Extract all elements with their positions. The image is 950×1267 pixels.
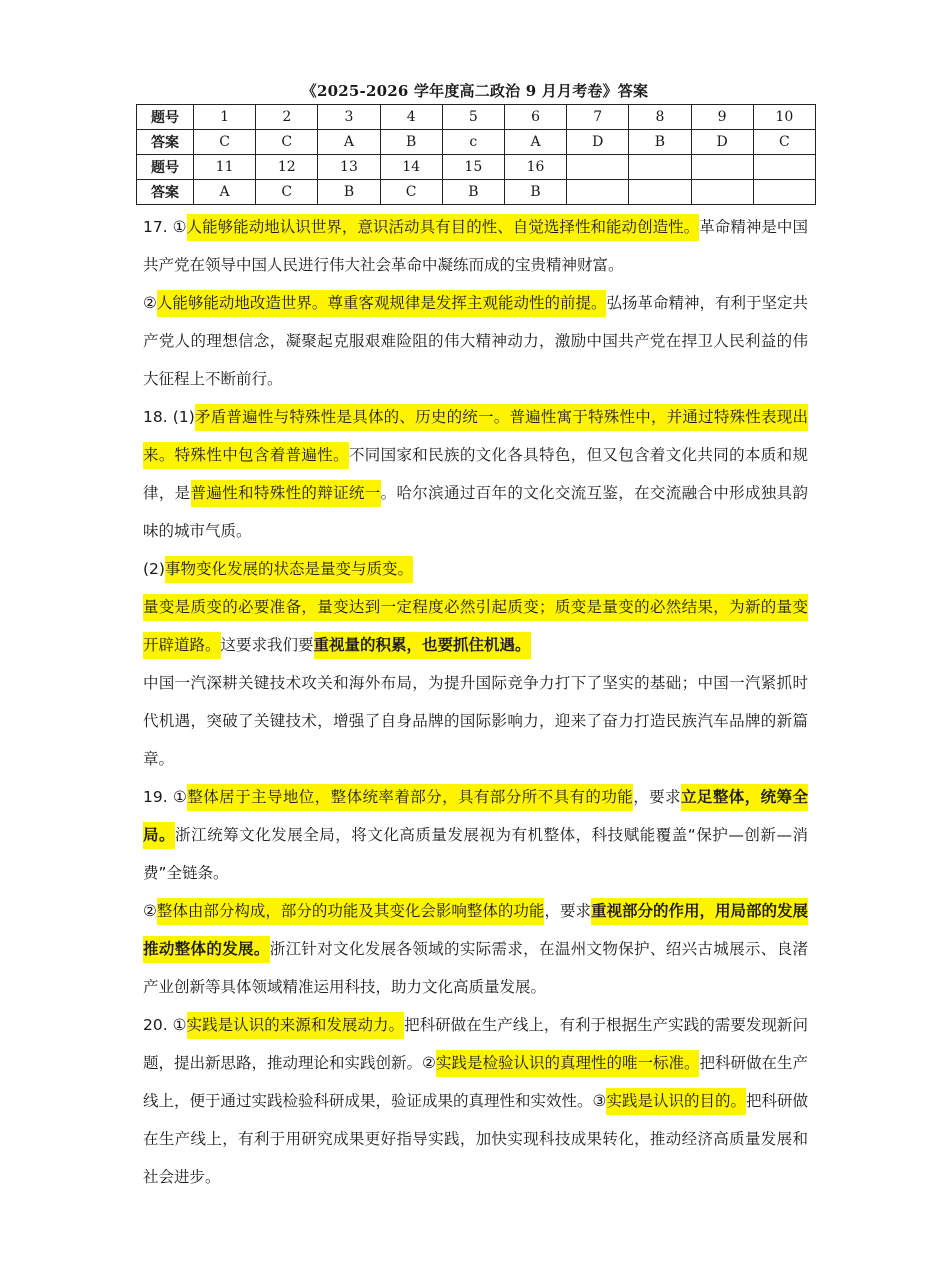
q19-point-1 [143,778,808,892]
table-cell [629,180,691,205]
table-cell: 8 [629,105,691,130]
table-cell: C [194,130,256,155]
explanation-text: 革命精神是中国共产党在领导中国人民进行伟大社会革命中凝练而成的宝贵精神财富。 [143,218,808,274]
table-cell: B [629,130,691,155]
q19-point-2 [143,892,808,1006]
table-cell: D [691,130,753,155]
highlighted-key-point: 整体由部分构成，部分的功能及其变化会影响整体的功能 [157,898,545,925]
point-marker: (2) [143,560,165,578]
table-cell [753,180,815,205]
table-cell: 7 [567,105,629,130]
row-label: 答案 [137,180,194,205]
highlighted-key-point: 人能够能动地改造世界。尊重客观规律是发挥主观能动性的前提。 [157,290,607,317]
highlighted-key-point: 实践是检验认识的真理性的唯一标准。 [436,1050,700,1077]
row-label: 题号 [137,105,194,130]
table-cell: C [753,130,815,155]
explanation-text: 把科研做在生产线上，有利于根据生产实践的需要发现新问题，提出新思路，推动理论和实践创新。② [143,1016,808,1072]
highlighted-key-point: 实践是认识的来源和发展动力。 [187,1012,405,1039]
table-cell: 9 [691,105,753,130]
question-number: 19. ① [143,788,188,806]
table-cell: B [318,180,380,205]
q18-part-2-example [143,664,808,778]
highlighted-key-point: 重视部分的作用，用局部的发展推动整体的发展。 [143,898,808,963]
table-cell [691,155,753,180]
table-cell: B [442,180,504,205]
table-cell: 11 [194,155,256,180]
table-cell: c [442,130,504,155]
table-cell [753,155,815,180]
answer-table [136,104,816,205]
table-cell: 4 [380,105,442,130]
highlighted-key-point: 人能够能动地认识世界，意识活动具有目的性、自觉选择性和能动创造性。 [187,214,700,241]
table-cell: 15 [442,155,504,180]
row-label: 答案 [137,130,194,155]
table-cell: A [194,180,256,205]
explanation-text: ，要求 [633,788,681,806]
explanation-text: 这要求我们要 [220,636,314,654]
table-cell: 5 [442,105,504,130]
table-row [137,105,816,130]
table-cell: 10 [753,105,815,130]
table-row [137,180,816,205]
explanation-text: 。哈尔滨通过百年的文化交流互鉴，在交流融合中形成独具韵味的城市气质。 [143,484,808,540]
point-marker: ② [143,902,157,920]
q20-answer [143,1006,808,1196]
table-cell: 14 [380,155,442,180]
table-cell [629,155,691,180]
explanation-text: 中国一汽深耕关键技术攻关和海外布局，为提升国际竞争力打下了坚实的基础；中国一汽紧抓时代机遇，突破了关键技术，增强了自身品牌的国际影响力，迎来了奋力打造民族汽车品牌的新篇章。 [143,674,808,768]
row-label: 题号 [137,155,194,180]
question-number: 20. ① [143,1016,187,1034]
highlighted-key-point: 整体居于主导地位，整体统率着部分，具有部分所不具有的功能 [187,784,633,811]
table-cell: B [504,180,566,205]
table-cell: 2 [256,105,318,130]
table-cell: 16 [504,155,566,180]
answer-explanations [143,208,808,1196]
highlighted-key-point: 事物变化发展的状态是量变与质变。 [165,556,413,583]
q18-part-2-principle [143,588,808,664]
table-cell: B [380,130,442,155]
table-cell: 3 [318,105,380,130]
highlighted-key-point: 实践是认识的目的。 [606,1088,746,1115]
highlighted-key-point: 重视量的积累，也要抓住机遇。 [314,632,531,659]
table-cell: C [380,180,442,205]
table-cell: 13 [318,155,380,180]
explanation-text: 不同国家和民族的文化各具特色，但又包含着文化共同的本质和规律，是 [143,446,808,502]
table-row [137,155,816,180]
table-cell [567,180,629,205]
highlighted-key-point: 矛盾普遍性与特殊性是具体的、历史的统一。普遍性寓于特殊性中，并通过特殊性表现出来。特殊性中包含着普遍性。 [143,404,808,469]
table-cell: D [567,130,629,155]
table-cell: C [256,130,318,155]
explanation-text: 把科研做在生产线上，有利于用研究成果更好指导实践，加快实现科技成果转化，推动经济高质量发展和社会进步。 [143,1092,808,1186]
explanation-text: 浙江针对文化发展各领域的实际需求，在温州文物保护、绍兴古城展示、良渚产业创新等具体领域精准运用科技，助力文化高质量发展。 [143,940,808,996]
highlighted-key-point: 立足整体，统筹全局。 [143,784,808,849]
question-number: 18. (1) [143,408,195,426]
point-marker: ② [143,294,157,312]
table-cell [567,155,629,180]
table-cell: 1 [194,105,256,130]
explanation-text: 浙江统筹文化发展全局，将文化高质量发展视为有机整体，科技赋能覆盖“保护—创新—消费”全链条。 [143,826,808,882]
table-row [137,130,816,155]
highlighted-key-point: 普遍性和特殊性的辩证统一 [191,480,381,507]
q17-point-2 [143,284,808,398]
table-cell: A [504,130,566,155]
explanation-text: 弘扬革命精神，有利于坚定共产党人的理想信念，凝聚起克服艰难险阻的伟大精神动力，激励中国共产党在捍卫人民利益的伟大征程上不断前行。 [143,294,808,388]
table-cell: A [318,130,380,155]
table-cell: 12 [256,155,318,180]
explanation-text: 把科研做在生产线上，便于通过实践检验科研成果，验证成果的真理性和实效性。③ [143,1054,808,1110]
q18-part-2-heading [143,550,808,588]
q18-part-1 [143,398,808,550]
table-cell: 6 [504,105,566,130]
table-cell: C [256,180,318,205]
table-cell [691,180,753,205]
highlighted-key-point: 量变是质变的必要准备，量变达到一定程度必然引起质变；质变是量变的必然结果，为新的量变开辟道路。 [143,594,808,659]
question-number: 17. ① [143,218,187,236]
explanation-text: ，要求 [544,902,591,920]
q17-point-1 [143,208,808,284]
page-title: 《2025-2026 学年度高二政治 9 月月考卷》答案 [301,82,649,100]
